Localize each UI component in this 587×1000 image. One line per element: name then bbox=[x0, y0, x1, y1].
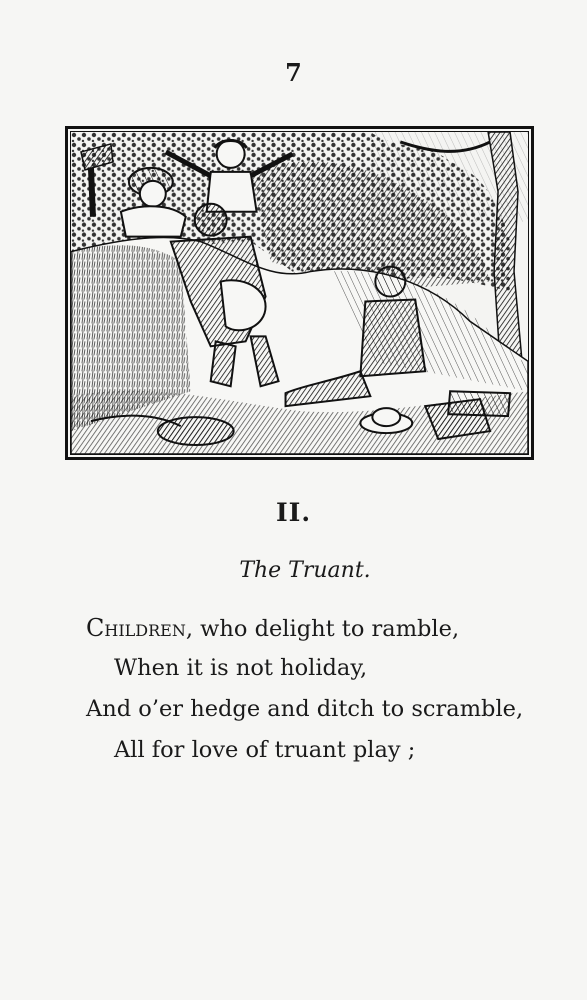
verse-dropcap: C bbox=[86, 614, 105, 642]
verse-line-1 bbox=[86, 614, 459, 642]
verse-smallcaps-word: hildren bbox=[104, 616, 186, 642]
woodcut-illustration-icon bbox=[71, 132, 528, 454]
verse-line-2: When it is not holiday, bbox=[114, 655, 368, 681]
chapter-title: The Truant. bbox=[239, 558, 371, 583]
illustration-frame bbox=[65, 126, 534, 460]
page-number: 7 bbox=[285, 58, 302, 87]
verse-line-1-text: , who delight to ramble, bbox=[185, 616, 460, 642]
verse-line-3: And o’er hedge and ditch to scramble, bbox=[86, 696, 524, 722]
chapter-numeral: II. bbox=[275, 498, 312, 527]
verse-line-4: All for love of truant play ; bbox=[114, 737, 416, 763]
